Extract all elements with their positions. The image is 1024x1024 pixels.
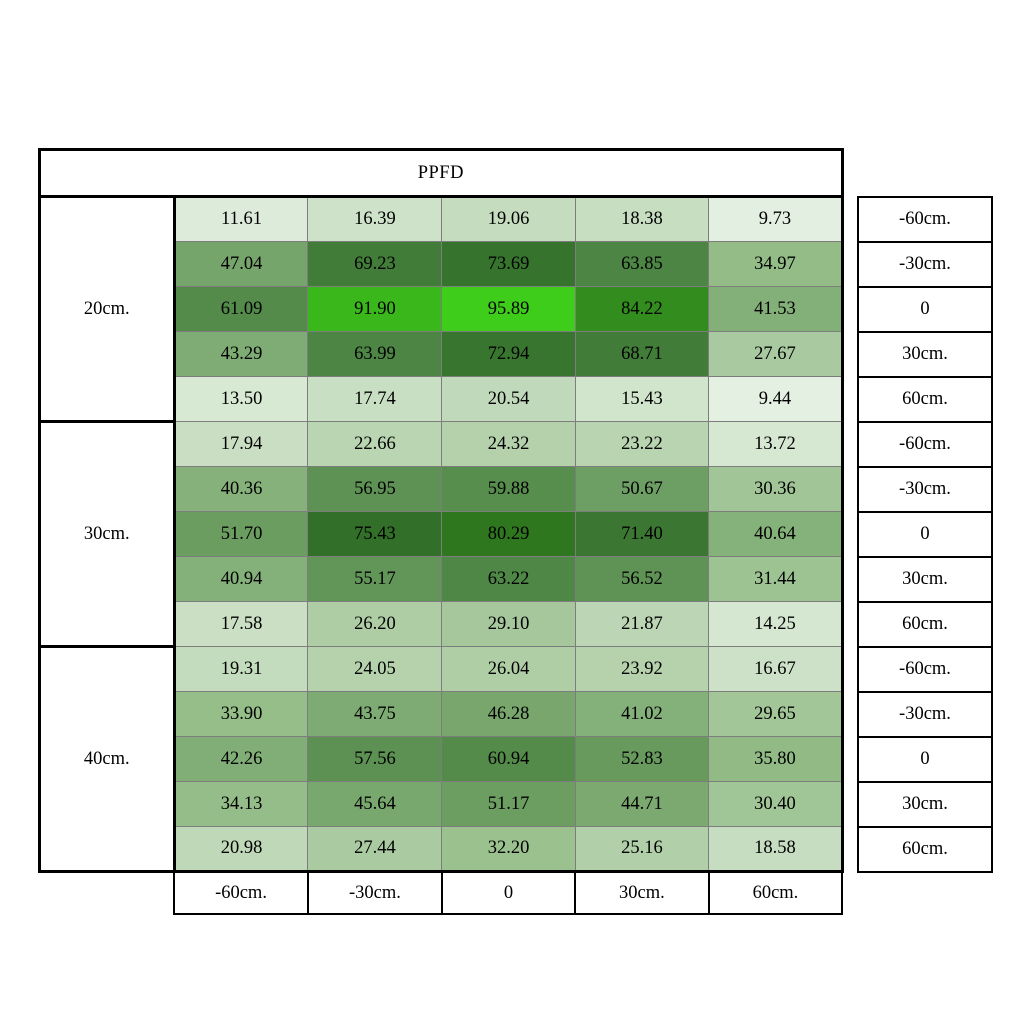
heatmap-cell: 40.94: [174, 557, 308, 602]
heatmap-cell: 30.40: [709, 782, 843, 827]
heatmap-cell: 14.25: [709, 602, 843, 647]
row-tick-label: 30cm.: [858, 782, 992, 827]
heatmap-cell: 60.94: [442, 737, 575, 782]
table-row: [40, 467, 993, 512]
heatmap-cell: 26.04: [442, 647, 575, 692]
chart-title: PPFD: [40, 150, 843, 197]
heatmap-cell: 41.53: [709, 287, 843, 332]
spacer: [842, 197, 858, 242]
heatmap-cell: 24.05: [308, 647, 442, 692]
heatmap-cell: 46.28: [442, 692, 575, 737]
row-tick-label: -60cm.: [858, 422, 992, 467]
heatmap-cell: 17.58: [174, 602, 308, 647]
row-tick-label: 60cm.: [858, 377, 992, 422]
table-row: [40, 557, 993, 602]
heatmap-cell: 30.36: [709, 467, 843, 512]
x-tick-label: -60cm.: [174, 872, 308, 915]
row-tick-label: 60cm.: [858, 827, 992, 872]
heatmap-cell: 27.67: [709, 332, 843, 377]
x-tick-label: 0: [442, 872, 575, 915]
heatmap-cell: 95.89: [442, 287, 575, 332]
heatmap-cell: 16.39: [308, 197, 442, 242]
heatmap-cell: 9.44: [709, 377, 843, 422]
heatmap-cell: 80.29: [442, 512, 575, 557]
spacer: [842, 872, 858, 915]
row-tick-label: 0: [858, 287, 992, 332]
heatmap-cell: 17.94: [174, 422, 308, 467]
table-row: [40, 782, 993, 827]
heatmap-cell: 68.71: [575, 332, 709, 377]
heatmap-cell: 19.06: [442, 197, 575, 242]
heatmap-cell: 20.54: [442, 377, 575, 422]
row-tick-label: -60cm.: [858, 647, 992, 692]
row-tick-label: -60cm.: [858, 197, 992, 242]
heatmap-cell: 61.09: [174, 287, 308, 332]
heatmap-cell: 72.94: [442, 332, 575, 377]
heatmap-cell: 16.67: [709, 647, 843, 692]
heatmap-cell: 55.17: [308, 557, 442, 602]
heatmap-cell: 29.10: [442, 602, 575, 647]
spacer: [842, 332, 858, 377]
spacer: [842, 782, 858, 827]
heatmap-cell: 22.66: [308, 422, 442, 467]
spacer: [842, 737, 858, 782]
spacer: [858, 872, 992, 915]
heatmap-cell: 43.29: [174, 332, 308, 377]
spacer: [842, 242, 858, 287]
table-row: [40, 377, 993, 422]
spacer: [842, 512, 858, 557]
spacer: [842, 150, 858, 197]
heatmap-cell: 73.69: [442, 242, 575, 287]
heatmap-cell: 50.67: [575, 467, 709, 512]
table-row: [40, 827, 993, 872]
heatmap-cell: 21.87: [575, 602, 709, 647]
heatmap-cell: 47.04: [174, 242, 308, 287]
table-row: [40, 197, 993, 242]
heatmap-grid: [38, 148, 993, 915]
heatmap-cell: 13.50: [174, 377, 308, 422]
heatmap-cell: 45.64: [308, 782, 442, 827]
heatmap-cell: 27.44: [308, 827, 442, 872]
heatmap-cell: 34.13: [174, 782, 308, 827]
spacer: [842, 557, 858, 602]
heatmap-cell: 25.16: [575, 827, 709, 872]
row-tick-label: 30cm.: [858, 332, 992, 377]
heatmap-cell: 63.22: [442, 557, 575, 602]
row-tick-label: 60cm.: [858, 602, 992, 647]
spacer: [842, 647, 858, 692]
heatmap-cell: 84.22: [575, 287, 709, 332]
row-tick-label: -30cm.: [858, 692, 992, 737]
spacer: [842, 692, 858, 737]
heatmap-cell: 35.80: [709, 737, 843, 782]
heatmap-cell: 51.17: [442, 782, 575, 827]
heatmap-cell: 40.64: [709, 512, 843, 557]
table-row: [40, 647, 993, 692]
table-row: [40, 287, 993, 332]
heatmap-cell: 9.73: [709, 197, 843, 242]
heatmap-cell: 51.70: [174, 512, 308, 557]
heatmap-cell: 29.65: [709, 692, 843, 737]
spacer: [40, 872, 175, 915]
heatmap-cell: 26.20: [308, 602, 442, 647]
table-row: [40, 512, 993, 557]
table-row: [40, 692, 993, 737]
heatmap-cell: 15.43: [575, 377, 709, 422]
group-label-0: 20cm.: [40, 197, 175, 422]
heatmap-cell: 52.83: [575, 737, 709, 782]
table-row: [40, 422, 993, 467]
row-tick-label: 0: [858, 737, 992, 782]
table-row: [40, 332, 993, 377]
row-tick-label: 0: [858, 512, 992, 557]
x-tick-label: 60cm.: [709, 872, 843, 915]
heatmap-cell: 17.74: [308, 377, 442, 422]
spacer: [842, 377, 858, 422]
heatmap-cell: 18.58: [709, 827, 843, 872]
heatmap-cell: 33.90: [174, 692, 308, 737]
heatmap-cell: 44.71: [575, 782, 709, 827]
spacer: [842, 287, 858, 332]
heatmap-cell: 91.90: [308, 287, 442, 332]
ppfd-heatmap-table: [38, 148, 993, 915]
heatmap-cell: 63.85: [575, 242, 709, 287]
heatmap-cell: 34.97: [709, 242, 843, 287]
x-tick-label: -30cm.: [308, 872, 442, 915]
table-row: [40, 602, 993, 647]
heatmap-cell: 18.38: [575, 197, 709, 242]
spacer: [842, 422, 858, 467]
spacer: [842, 602, 858, 647]
group-label-1: 30cm.: [40, 422, 175, 647]
heatmap-cell: 56.95: [308, 467, 442, 512]
heatmap-cell: 23.92: [575, 647, 709, 692]
table-row: [40, 737, 993, 782]
row-tick-label: -30cm.: [858, 467, 992, 512]
heatmap-cell: 71.40: [575, 512, 709, 557]
heatmap-cell: 75.43: [308, 512, 442, 557]
heatmap-cell: 20.98: [174, 827, 308, 872]
heatmap-cell: 13.72: [709, 422, 843, 467]
spacer: [842, 827, 858, 872]
heatmap-cell: 19.31: [174, 647, 308, 692]
heatmap-cell: 43.75: [308, 692, 442, 737]
heatmap-cell: 24.32: [442, 422, 575, 467]
heatmap-cell: 69.23: [308, 242, 442, 287]
heatmap-cell: 11.61: [174, 197, 308, 242]
spacer: [858, 150, 992, 197]
row-tick-label: -30cm.: [858, 242, 992, 287]
table-row: [40, 242, 993, 287]
heatmap-cell: 59.88: [442, 467, 575, 512]
heatmap-cell: 42.26: [174, 737, 308, 782]
heatmap-cell: 32.20: [442, 827, 575, 872]
heatmap-cell: 63.99: [308, 332, 442, 377]
heatmap-cell: 41.02: [575, 692, 709, 737]
x-tick-label: 30cm.: [575, 872, 709, 915]
group-label-2: 40cm.: [40, 647, 175, 872]
heatmap-cell: 57.56: [308, 737, 442, 782]
heatmap-cell: 23.22: [575, 422, 709, 467]
row-tick-label: 30cm.: [858, 557, 992, 602]
spacer: [842, 467, 858, 512]
heatmap-cell: 40.36: [174, 467, 308, 512]
heatmap-cell: 31.44: [709, 557, 843, 602]
heatmap-cell: 56.52: [575, 557, 709, 602]
